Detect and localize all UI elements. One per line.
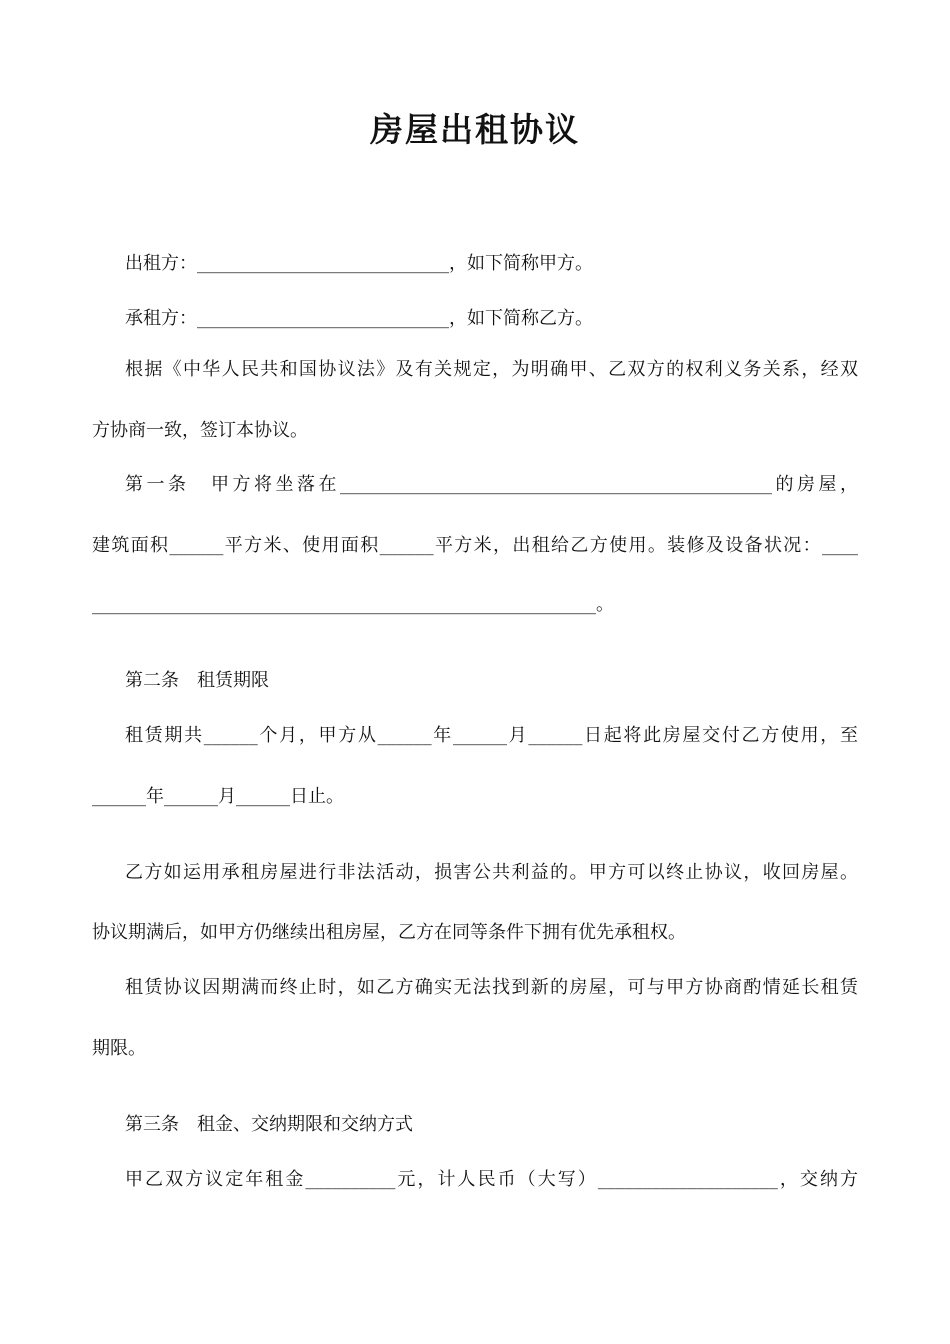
- preamble-line-2: 方协商一致，签订本协议。: [92, 420, 308, 441]
- lessor-line: 出租方：____________________________，如下简称甲方。: [125, 253, 593, 274]
- article-1-line-3: ________________________________________________________。: [92, 594, 614, 615]
- article-3-heading: 第三条 租金、交纳期限和交纳方式: [125, 1114, 413, 1135]
- article-3-line-1: 甲乙双方议定年租金__________元，计人民币（大写）____________________，交纳方: [125, 1169, 858, 1190]
- article-2-line-3: 乙方如运用承租房屋进行非法活动，损害公共利益的。甲方可以终止协议，收回房屋。: [125, 862, 858, 883]
- article-1-line-1: 第一条 甲方将坐落在________________________________________________的房屋，: [125, 474, 858, 495]
- preamble-line-1: 根据《中华人民共和国协议法》及有关规定，为明确甲、乙双方的权利义务关系，经双: [125, 359, 858, 380]
- document-title: 房屋出租协议: [370, 110, 580, 149]
- article-1-line-2: 建筑面积______平方米、使用面积______平方米，出租给乙方使用。装修及设备状况：____: [92, 535, 858, 556]
- article-2-heading: 第二条 租赁期限: [125, 670, 269, 691]
- article-2-line-6: 期限。: [92, 1038, 146, 1059]
- lessee-line: 承租方：____________________________，如下简称乙方。: [125, 308, 593, 329]
- article-2-line-4: 协议期满后，如甲方仍继续出租房屋，乙方在同等条件下拥有优先承租权。: [92, 922, 686, 943]
- article-2-line-2: ______年______月______日止。: [92, 786, 344, 807]
- article-2-line-1: 租赁期共______个月，甲方从______年______月______日起将此房屋交付乙方使用，至: [125, 725, 858, 746]
- article-2-line-5: 租赁协议因期满而终止时，如乙方确实无法找到新的房屋，可与甲方协商酌情延长租赁: [125, 977, 858, 998]
